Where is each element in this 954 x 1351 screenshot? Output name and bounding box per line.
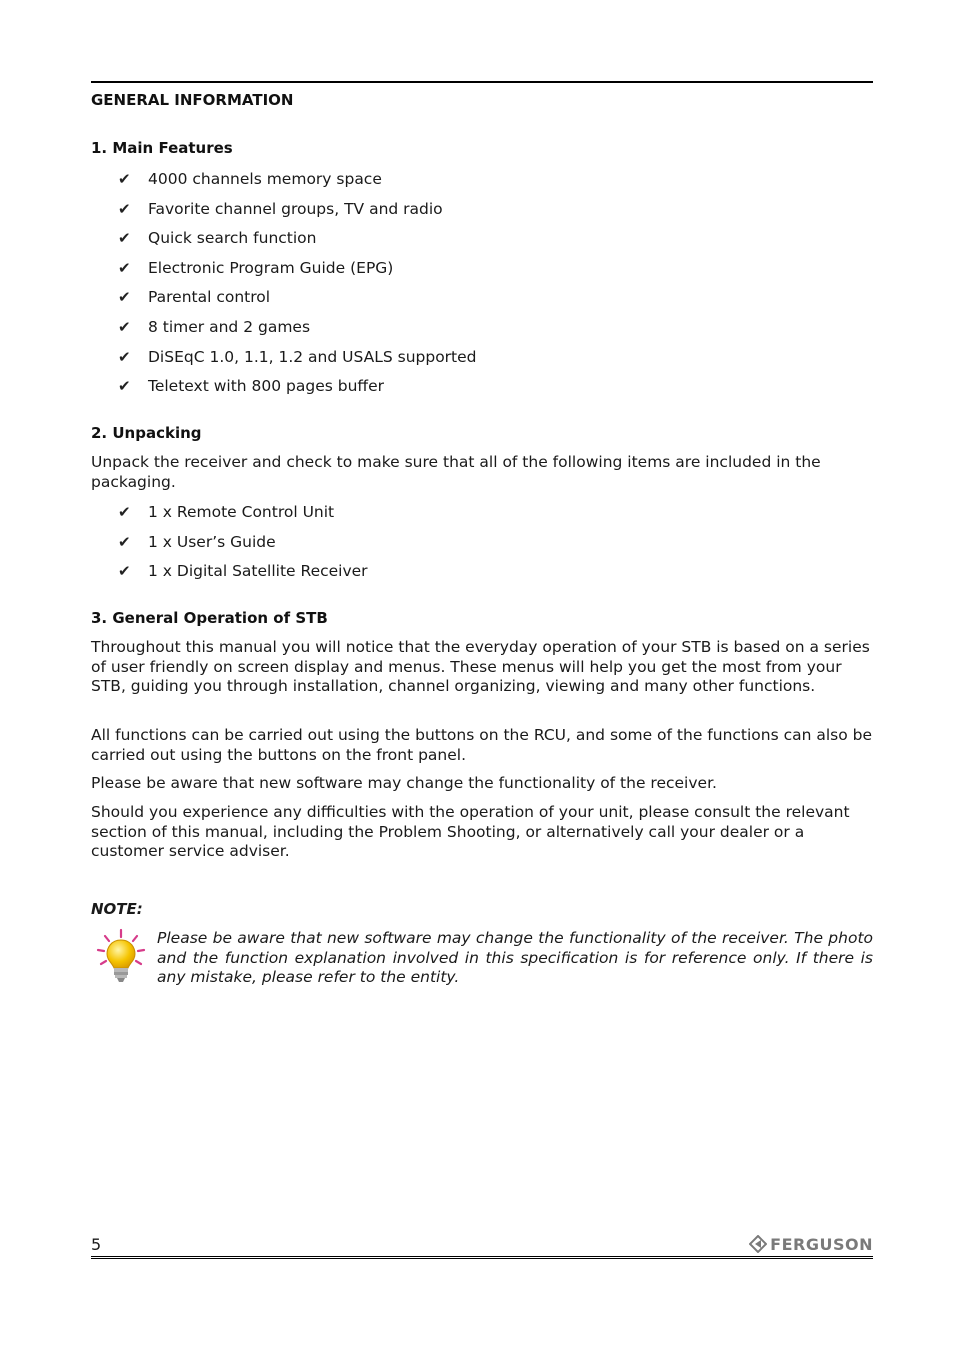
section-title-unpacking: 2. Unpacking: [91, 424, 202, 442]
paragraph: Should you experience any difficulties with the operation of your unit, please consult the relevant section of this manual, including the Problem Shooting, or alternatively call your dealer or a customer service adviser.: [91, 803, 850, 861]
check-icon: ✔: [118, 503, 131, 521]
footer-divider: [91, 1256, 873, 1257]
check-icon: ✔: [118, 258, 131, 277]
check-icon: ✔: [118, 347, 131, 366]
page-number: 5: [91, 1235, 102, 1254]
paragraph: All functions can be carried out using the buttons on the RCU, and some of the functions can also be carried out using the buttons on the front panel.: [91, 726, 873, 764]
check-icon: ✔: [118, 377, 131, 396]
check-icon: ✔: [118, 199, 131, 218]
check-icon: ✔: [118, 288, 131, 307]
section-title-main-features: 1. Main Features: [91, 139, 233, 157]
section-title-general-operation: 3. General Operation of STB: [91, 609, 328, 627]
check-icon: ✔: [118, 317, 131, 336]
top-divider: [91, 81, 873, 83]
note-text: Please be aware that new software may change the functionality of the receiver. The photo and the function explanation involved in this specification is for reference only. If there is any mistake, please refer to the entity.: [157, 929, 873, 987]
brand-name: FERGUSON: [770, 1234, 873, 1254]
note-label: NOTE:: [91, 900, 143, 918]
paragraph: Throughout this manual you will notice that the everyday operation of your STB is based on a series of user friendly on screen display and menus. These menus will help you get the most from your STB, guiding you through installation, channel organizing, viewing and many other functions.: [91, 638, 870, 696]
ferguson-logo-icon: [749, 1235, 767, 1253]
page-title: GENERAL INFORMATION: [91, 91, 294, 109]
check-icon: ✔: [118, 562, 131, 581]
check-icon: ✔: [118, 170, 131, 188]
brand-logo: [749, 1234, 873, 1254]
check-icon: ✔: [118, 229, 131, 248]
check-icon: ✔: [118, 532, 131, 551]
unpacking-intro: Unpack the receiver and check to make sure that all of the following items are included in the packaging.: [91, 453, 821, 491]
footer-divider-secondary: [91, 1258, 873, 1259]
lightbulb-icon: [95, 928, 147, 984]
paragraph: Please be aware that new software may change the functionality of the receiver.: [91, 774, 717, 792]
